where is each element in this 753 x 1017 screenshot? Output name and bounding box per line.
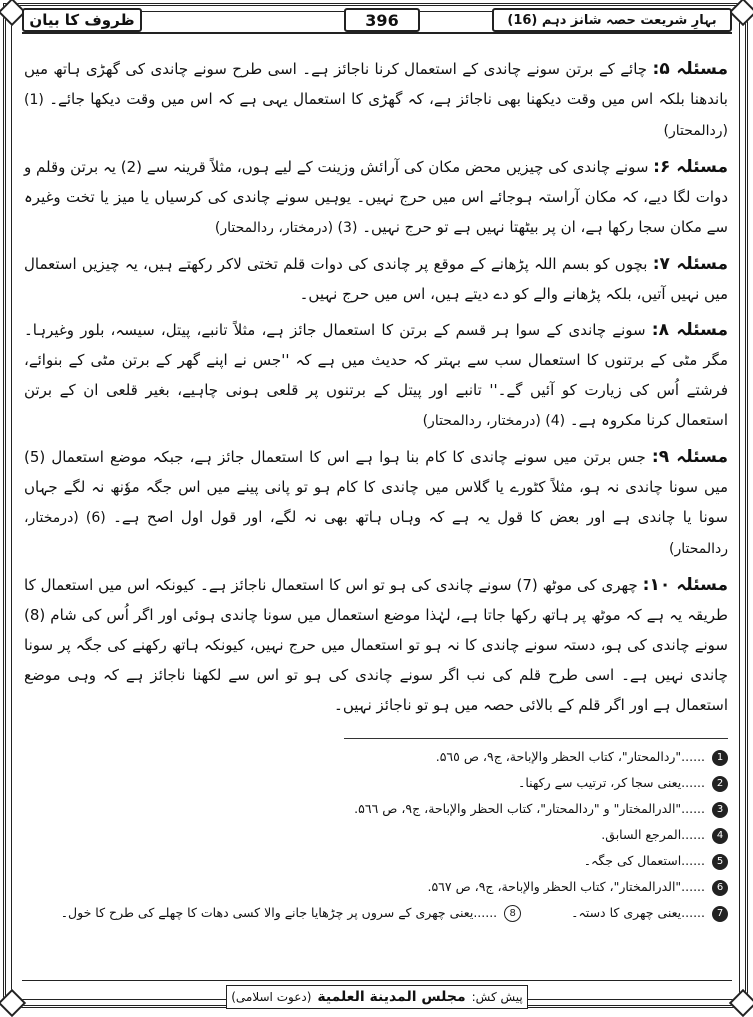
main-text xyxy=(24,54,728,726)
footnote-number: 5 xyxy=(712,854,728,870)
footnote-row xyxy=(24,900,728,926)
masala-text: چائے کے برتن سونے چاندی کے استعمال کرنا ناجائز ہے۔ اسی طرح سونے چاندی کی گھڑی ہاتھ میں باندھنا بلکہ اس میں وقت دیکھنا بھی ناجائز ہے، کہ گھڑی کا استعمال یہی ہے کہ اس میں وقت دیکھا جائے۔ xyxy=(24,60,728,108)
masala-text: بچوں کو بسم اللہ پڑھانے کے موقع پر چاندی کی دوات قلم تختی لاکر رکھتے ہیں، یہ چیزیں استعمال میں نہیں آتیں، بلکہ پڑھانے والے کو دے دیتے ہیں، اس میں حرج نہیں۔ xyxy=(24,255,728,303)
footer-divider xyxy=(22,980,732,981)
footnote-number: 1 xyxy=(712,750,728,766)
footnote-number: 8 xyxy=(504,905,521,922)
page-footer xyxy=(226,985,528,1009)
page-header xyxy=(22,8,732,34)
masala-9 xyxy=(24,442,728,564)
footnote xyxy=(571,900,728,926)
footnote-text: ......"الدرالمختار"، کتاب الحظر والإباحة، ج۹، ص ۵٦٧. xyxy=(427,879,706,894)
masala-5 xyxy=(24,54,728,146)
footnotes xyxy=(24,744,728,926)
footnote-text: ......یعنی سجا کر، ترتیب سے رکھنا۔ xyxy=(518,775,706,790)
masala-reference: (3) (درمختار، ردالمحتار) xyxy=(214,220,358,236)
footnote-number: 7 xyxy=(712,906,728,922)
footer-suffix: (دعوت اسلامی) xyxy=(231,990,312,1004)
masala-label: مسئلہ ۱۰: xyxy=(642,575,728,595)
footnote-text: ......"الدرالمختار" و "ردالمحتار"، کتاب الحظر والإباحة، ج۹، ص ۵٦٦. xyxy=(354,801,706,816)
footnote xyxy=(24,770,728,796)
masala-label: مسئلہ ۹: xyxy=(651,447,728,467)
masala-text: چھری کی موٹھ (7) سونے چاندی کی ہو تو اس کا استعمال ناجائز ہے۔ کیونکہ اس میں استعمال کا طریقہ یہ ہے کہ موٹھ پر ہاتھ رکھا جاتا ہے، لہٰذا موضع استعمال میں سونا چاندی ہوئی اور اگر اُس کی شام (8) سونے چاندی کی ہو، دستہ سونے چاندی کا نہ ہو تو استعمال میں حرج نہیں، کیونکہ ہاتھ رکھنے کی جگہ پر سونا چاندی نہیں ہے۔ اسی طرح قلم کی نب اگر سونے چاندی کی ہو تو اس سے لکھنا ناجائز ہے کہ وہی موضع استعمال ہے اور اگر قلم کے بالائی حصہ میں ہو تو ناجائز نہیں۔ xyxy=(24,576,728,714)
masala-8 xyxy=(24,315,728,436)
masala-6 xyxy=(24,152,728,243)
footnote-number: 3 xyxy=(712,802,728,818)
footnote-separator xyxy=(344,738,728,739)
masala-text: جس برتن میں سونے چاندی کا کام بنا ہوا ہے اس کا استعمال جائز ہے، جبکہ موضع استعمال (5) میں سونا چاندی نہ ہو، مثلاً کٹورے یا گلاس میں چاندی کا کام ہو تو پانی پینے میں اس جگہ موٗنھ نہ لگے جہاں سونا یا چاندی ہے اور بعض کا قول یہ ہے کہ وہاں ہاتھ بھی نہ لگے، اور قول اول اصح ہے۔ xyxy=(24,448,728,526)
footnote-text: ......یعنی چھری کا دستہ۔ xyxy=(571,905,706,920)
footnote xyxy=(24,822,728,848)
footnote-text: ......یعنی چھری کے سروں پر چڑھایا جانے والا کسی دھات کا چھلے کی طرح کا خول۔ xyxy=(60,905,498,920)
masala-label: مسئلہ ۸: xyxy=(651,320,728,340)
masala-text: سونے چاندی کے سوا ہر قسم کے برتن کا استعمال جائز ہے، مثلاً تانبے، پیتل، سیسہ، بلور وغیرہا۔ مگر مٹی کے برتنوں کا استعمال سب سے بہتر کہ حدیث میں ہے کہ ''جس نے اپنے گھر کے برتن مٹی کے بنوائے، فرشتے اُس کی زیارت کو آئیں گے۔'' تانبے اور پیتل کے برتنوں پر قلعی ہونی چاہیے، بغیر قلعی ان کے برتن استعمال کرنا مکروہ ہے۔ xyxy=(24,321,728,429)
masala-label: مسئلہ ۵: xyxy=(652,59,728,79)
footnote xyxy=(24,744,728,770)
footnote-number: 6 xyxy=(712,880,728,896)
footnote xyxy=(24,874,728,900)
footnote-text: ......"ردالمحتار"، کتاب الحظر والإباحة، ج۹، ص ۵٦٥. xyxy=(435,749,706,764)
footnote-number: 2 xyxy=(712,776,728,792)
page-number: 396 xyxy=(344,8,420,32)
footnote-text: ......المرجع السابق. xyxy=(601,827,706,842)
masala-label: مسئلہ ۷: xyxy=(652,254,728,274)
masala-label: مسئلہ ۶: xyxy=(653,157,728,177)
masala-reference: (6) (درمختار، ردالمحتار) xyxy=(24,510,728,557)
masala-10 xyxy=(24,570,728,720)
masala-reference: (4) (درمختار، ردالمحتار) xyxy=(422,413,566,429)
masala-7 xyxy=(24,249,728,309)
footnote-number: 4 xyxy=(712,828,728,844)
header-divider xyxy=(22,32,732,34)
footnote xyxy=(61,900,521,926)
footnote xyxy=(24,848,728,874)
chapter-title: ظروف کا بیان xyxy=(22,8,142,32)
masala-text: سونے چاندی کی چیزیں محض مکان کی آرائش وزینت کے لیے ہوں، مثلاً قرینہ سے (2) یہ برتن وقلم و دوات لگا دیے، کہ مکان آراستہ ہوجائے اس میں حرج نہیں۔ یوہیں سونے چاندی کی کرسیاں یا میز یا تخت وغیرہ سے مکان سجا رکھا ہے، ان پر بیٹھتا نہیں ہے تو حرج نہیں۔ xyxy=(24,158,728,236)
footnote xyxy=(24,796,728,822)
masala-reference: (1) (ردالمحتار) xyxy=(24,92,728,139)
footnote-text: ......استعمال کی جگہ۔ xyxy=(583,853,706,868)
book-title: بہارِ شریعت حصہ شانز دہم (16) xyxy=(492,8,732,32)
footer-prefix: پیش کش: xyxy=(471,990,523,1004)
publisher-name: مجلس المدينة العلمية xyxy=(317,989,466,1005)
